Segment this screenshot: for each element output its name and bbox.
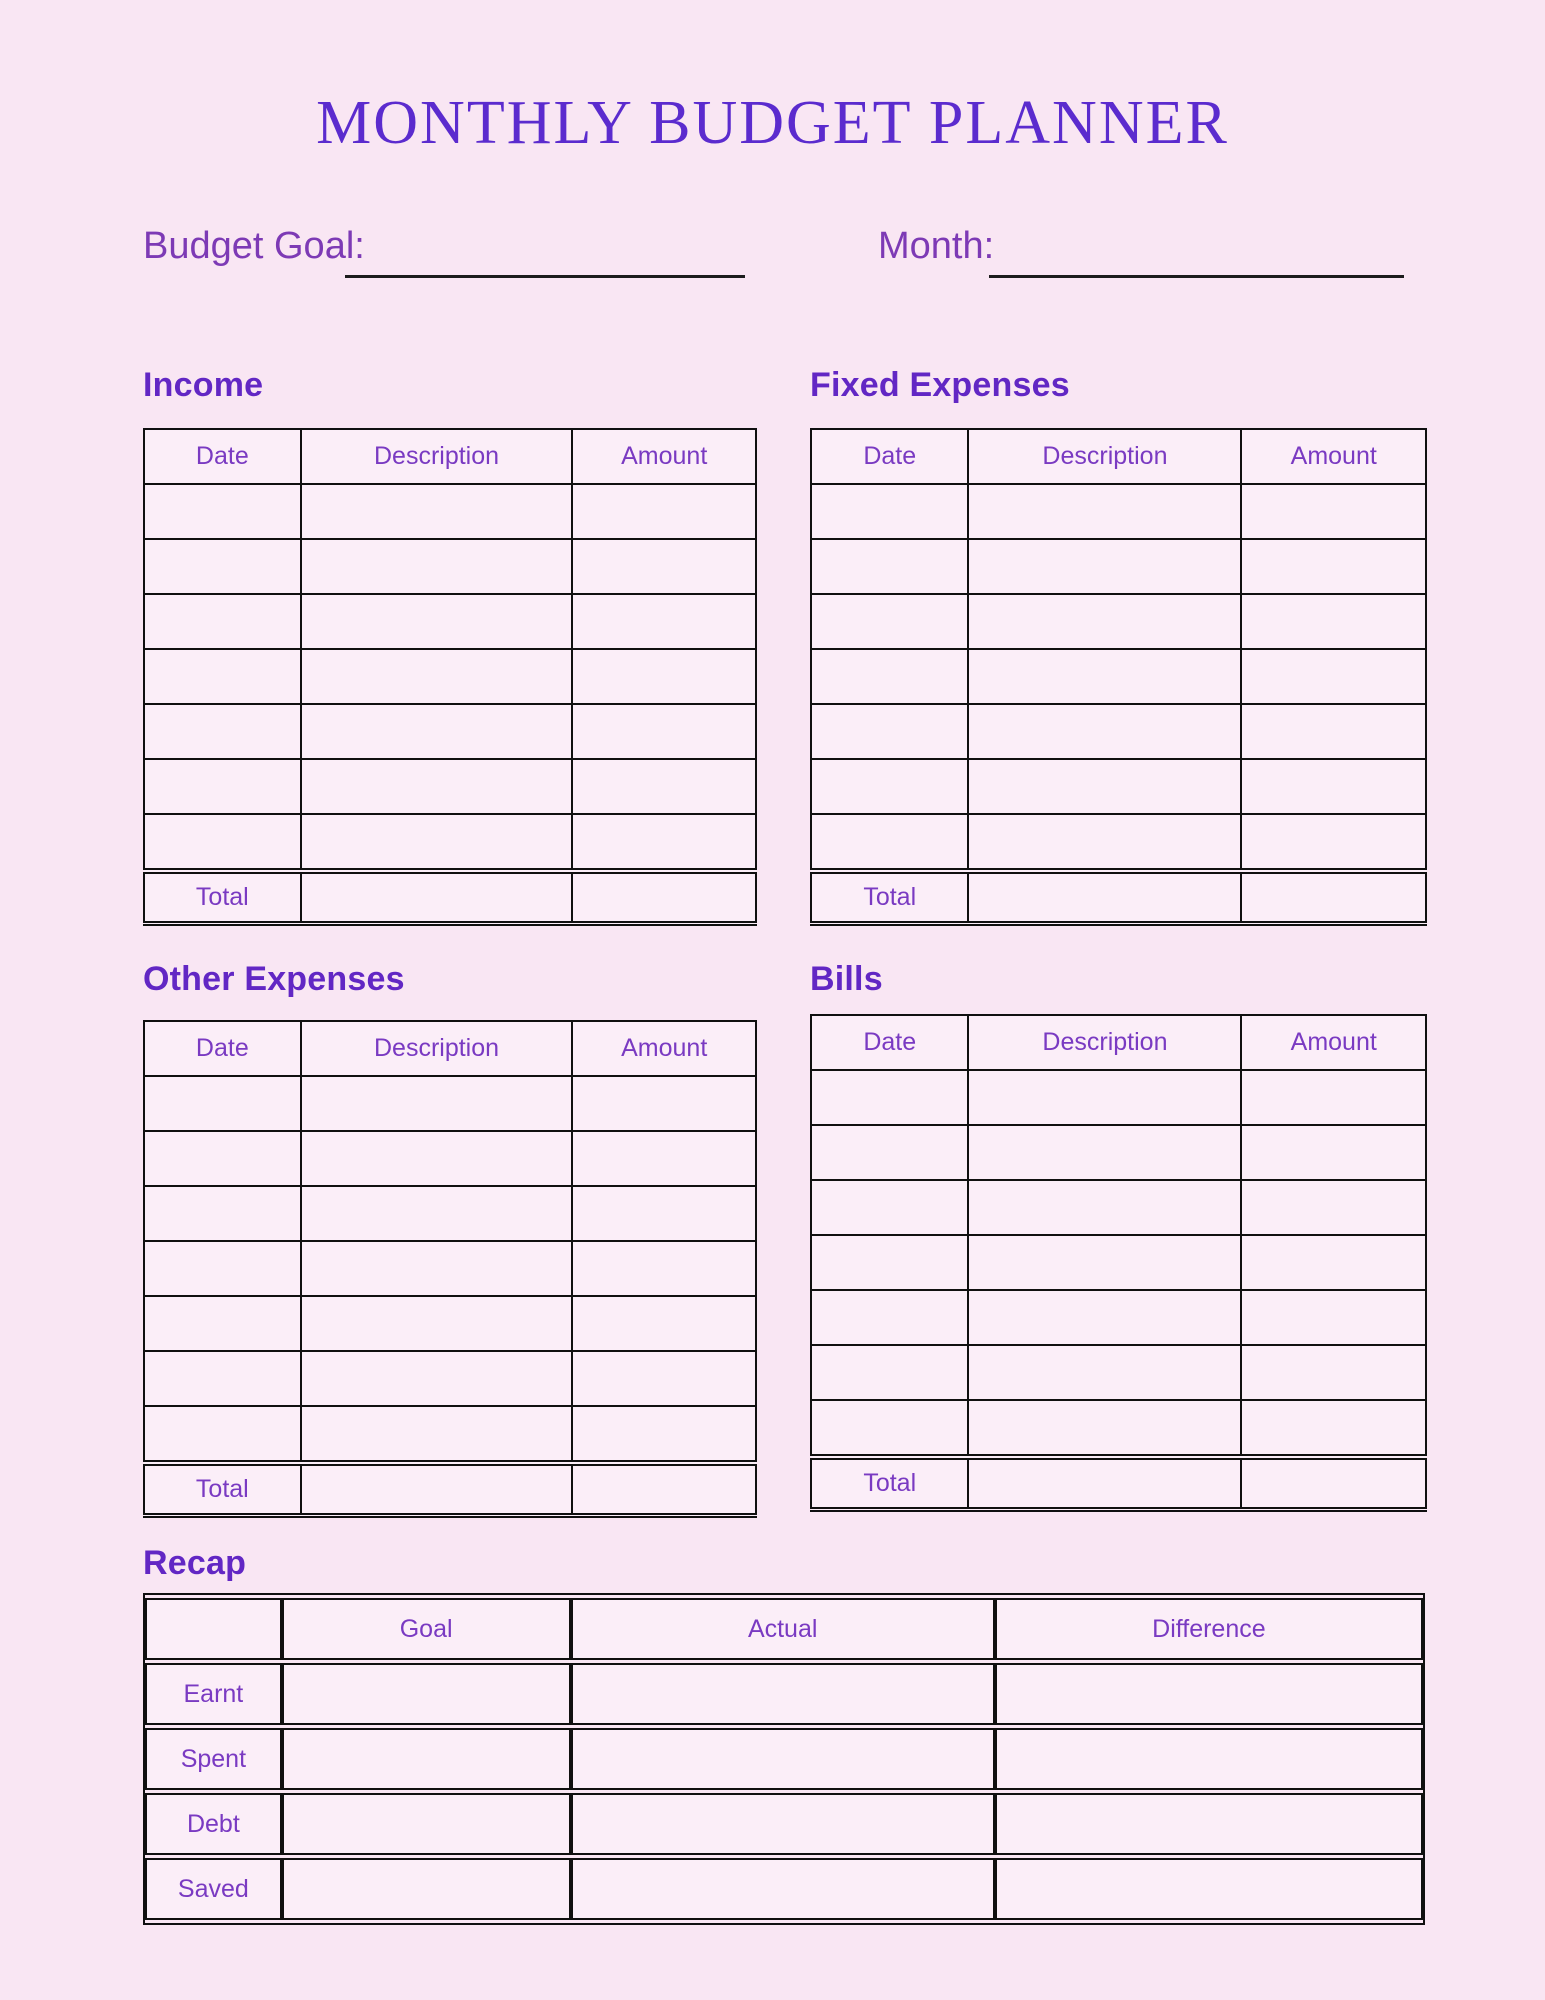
recap-row bbox=[145, 1728, 1423, 1790]
entry-cell[interactable] bbox=[572, 649, 756, 704]
recap-row bbox=[145, 1858, 1423, 1920]
column-header-amount: Amount bbox=[572, 429, 756, 484]
entry-cell[interactable] bbox=[144, 1241, 301, 1296]
recap-column-header-goal: Goal bbox=[282, 1598, 571, 1660]
other-expenses-table-container bbox=[143, 1020, 757, 1518]
income-table bbox=[143, 428, 757, 926]
entry-cell[interactable] bbox=[968, 1125, 1241, 1180]
fixed-expenses-heading: Fixed Expenses bbox=[810, 366, 1070, 404]
total-amount-cell[interactable] bbox=[572, 1463, 756, 1516]
entry-cell[interactable] bbox=[968, 1070, 1241, 1125]
column-header-date: Date bbox=[144, 429, 301, 484]
entry-cell[interactable] bbox=[811, 649, 968, 704]
recap-value-cell[interactable] bbox=[282, 1858, 571, 1920]
entry-cell[interactable] bbox=[301, 594, 573, 649]
table-row bbox=[811, 759, 1426, 814]
entry-cell[interactable] bbox=[144, 594, 301, 649]
table-row bbox=[144, 1186, 756, 1241]
total-description-cell[interactable] bbox=[301, 1463, 573, 1516]
table-row bbox=[811, 814, 1426, 871]
entry-cell[interactable] bbox=[301, 1241, 573, 1296]
entry-cell[interactable] bbox=[811, 759, 968, 814]
table-row bbox=[144, 759, 756, 814]
table-row bbox=[144, 484, 756, 539]
column-header-amount: Amount bbox=[1241, 429, 1426, 484]
table-row bbox=[811, 484, 1426, 539]
entry-cell[interactable] bbox=[301, 649, 573, 704]
entry-cell[interactable] bbox=[811, 1180, 968, 1235]
entry-cell[interactable] bbox=[811, 1345, 968, 1400]
entry-cell[interactable] bbox=[144, 1351, 301, 1406]
entry-cell[interactable] bbox=[301, 539, 573, 594]
entry-cell[interactable] bbox=[144, 484, 301, 539]
entry-cell[interactable] bbox=[968, 1345, 1241, 1400]
entry-cell[interactable] bbox=[144, 759, 301, 814]
bills-table bbox=[810, 1014, 1427, 1512]
entry-cell[interactable] bbox=[968, 539, 1241, 594]
entry-cell[interactable] bbox=[1241, 484, 1426, 539]
table-row bbox=[144, 1406, 756, 1463]
entry-cell[interactable] bbox=[572, 594, 756, 649]
entry-cell[interactable] bbox=[968, 649, 1241, 704]
entry-cell[interactable] bbox=[1241, 1180, 1426, 1235]
entry-cell[interactable] bbox=[811, 594, 968, 649]
table-row bbox=[811, 1345, 1426, 1400]
recap-value-cell[interactable] bbox=[282, 1793, 571, 1855]
entry-cell[interactable] bbox=[1241, 1070, 1426, 1125]
recap-value-cell[interactable] bbox=[571, 1728, 995, 1790]
entry-cell[interactable] bbox=[572, 814, 756, 871]
table-row bbox=[811, 594, 1426, 649]
table-row bbox=[144, 1241, 756, 1296]
page-title: MONTHLY BUDGET PLANNER bbox=[316, 89, 1229, 157]
table-row bbox=[811, 1070, 1426, 1125]
entry-cell[interactable] bbox=[1241, 759, 1426, 814]
table-row bbox=[811, 704, 1426, 759]
month-label: Month: bbox=[878, 225, 995, 267]
entry-cell[interactable] bbox=[1241, 594, 1426, 649]
entry-cell[interactable] bbox=[144, 1186, 301, 1241]
column-header-description: Description bbox=[301, 429, 573, 484]
entry-cell[interactable] bbox=[968, 704, 1241, 759]
table-row bbox=[144, 594, 756, 649]
column-header-description: Description bbox=[968, 429, 1241, 484]
entry-cell[interactable] bbox=[572, 1296, 756, 1351]
bills-table-container bbox=[810, 1014, 1427, 1512]
entry-cell[interactable] bbox=[1241, 1290, 1426, 1345]
table-row bbox=[811, 539, 1426, 594]
entry-cell[interactable] bbox=[301, 814, 573, 871]
table-row bbox=[144, 1131, 756, 1186]
total-amount-cell[interactable] bbox=[1241, 871, 1426, 924]
table-row bbox=[811, 1400, 1426, 1457]
column-header-date: Date bbox=[144, 1021, 301, 1076]
total-description-cell[interactable] bbox=[968, 871, 1241, 924]
entry-cell[interactable] bbox=[811, 1070, 968, 1125]
entry-cell[interactable] bbox=[301, 704, 573, 759]
entry-cell[interactable] bbox=[572, 1076, 756, 1131]
fixed-expenses-table-container bbox=[810, 428, 1427, 926]
budget-goal-label: Budget Goal: bbox=[143, 225, 365, 267]
total-label: Total bbox=[811, 871, 968, 924]
recap-table-container bbox=[143, 1593, 1425, 1925]
entry-cell[interactable] bbox=[811, 1235, 968, 1290]
entry-cell[interactable] bbox=[1241, 1125, 1426, 1180]
table-row bbox=[811, 1235, 1426, 1290]
total-description-cell[interactable] bbox=[968, 1457, 1241, 1510]
entry-cell[interactable] bbox=[968, 1180, 1241, 1235]
entry-cell[interactable] bbox=[572, 704, 756, 759]
month-input-line[interactable] bbox=[989, 275, 1404, 278]
entry-cell[interactable] bbox=[968, 759, 1241, 814]
entry-cell[interactable] bbox=[144, 539, 301, 594]
other-expenses-heading: Other Expenses bbox=[143, 960, 405, 998]
table-row bbox=[144, 539, 756, 594]
table-row bbox=[811, 1125, 1426, 1180]
column-header-description: Description bbox=[301, 1021, 573, 1076]
recap-value-cell[interactable] bbox=[571, 1858, 995, 1920]
entry-cell[interactable] bbox=[1241, 539, 1426, 594]
income-table-container bbox=[143, 428, 757, 926]
recap-row-label-earnt: Earnt bbox=[145, 1663, 282, 1725]
entry-cell[interactable] bbox=[1241, 1345, 1426, 1400]
recap-column-header-actual: Actual bbox=[571, 1598, 995, 1660]
fixed-expenses-table bbox=[810, 428, 1427, 926]
entry-cell[interactable] bbox=[1241, 1400, 1426, 1457]
recap-value-cell[interactable] bbox=[995, 1793, 1423, 1855]
table-row bbox=[811, 1290, 1426, 1345]
entry-cell[interactable] bbox=[144, 1296, 301, 1351]
entry-cell[interactable] bbox=[572, 1351, 756, 1406]
entry-cell[interactable] bbox=[301, 484, 573, 539]
recap-value-cell[interactable] bbox=[995, 1728, 1423, 1790]
entry-cell[interactable] bbox=[811, 814, 968, 871]
entry-cell[interactable] bbox=[968, 594, 1241, 649]
table-row bbox=[144, 704, 756, 759]
entry-cell[interactable] bbox=[144, 649, 301, 704]
entry-cell[interactable] bbox=[1241, 1235, 1426, 1290]
total-row bbox=[811, 871, 1426, 924]
entry-cell[interactable] bbox=[811, 1125, 968, 1180]
entry-cell[interactable] bbox=[572, 539, 756, 594]
entry-cell[interactable] bbox=[811, 1290, 968, 1345]
table-row bbox=[144, 814, 756, 871]
recap-value-cell[interactable] bbox=[282, 1663, 571, 1725]
recap-value-cell[interactable] bbox=[571, 1663, 995, 1725]
total-row bbox=[144, 871, 756, 924]
column-header-amount: Amount bbox=[572, 1021, 756, 1076]
recap-value-cell[interactable] bbox=[282, 1728, 571, 1790]
entry-cell[interactable] bbox=[572, 1241, 756, 1296]
income-heading: Income bbox=[143, 366, 264, 404]
entry-cell[interactable] bbox=[144, 704, 301, 759]
entry-cell[interactable] bbox=[811, 704, 968, 759]
recap-row-label-saved: Saved bbox=[145, 1858, 282, 1920]
entry-cell[interactable] bbox=[301, 1186, 573, 1241]
entry-cell[interactable] bbox=[811, 1400, 968, 1457]
entry-cell[interactable] bbox=[968, 814, 1241, 871]
recap-corner-cell bbox=[145, 1598, 282, 1660]
recap-value-cell[interactable] bbox=[995, 1858, 1423, 1920]
recap-table bbox=[143, 1593, 1425, 1925]
entry-cell[interactable] bbox=[301, 1296, 573, 1351]
entry-cell[interactable] bbox=[968, 484, 1241, 539]
table-row bbox=[144, 649, 756, 704]
column-header-date: Date bbox=[811, 1015, 968, 1070]
column-header-date: Date bbox=[811, 429, 968, 484]
entry-cell[interactable] bbox=[1241, 704, 1426, 759]
table-row bbox=[144, 1351, 756, 1406]
entry-cell[interactable] bbox=[811, 539, 968, 594]
table-row bbox=[144, 1296, 756, 1351]
total-row bbox=[144, 1463, 756, 1516]
recap-row-label-debt: Debt bbox=[145, 1793, 282, 1855]
entry-cell[interactable] bbox=[572, 484, 756, 539]
entry-cell[interactable] bbox=[968, 1400, 1241, 1457]
recap-row-label-spent: Spent bbox=[145, 1728, 282, 1790]
entry-cell[interactable] bbox=[301, 1076, 573, 1131]
entry-cell[interactable] bbox=[144, 1076, 301, 1131]
recap-column-header-difference: Difference bbox=[995, 1598, 1423, 1660]
table-row bbox=[811, 649, 1426, 704]
column-header-amount: Amount bbox=[1241, 1015, 1426, 1070]
entry-cell[interactable] bbox=[968, 1235, 1241, 1290]
total-label: Total bbox=[811, 1457, 968, 1510]
entry-cell[interactable] bbox=[301, 1131, 573, 1186]
recap-value-cell[interactable] bbox=[571, 1793, 995, 1855]
other-expenses-table bbox=[143, 1020, 757, 1518]
entry-cell[interactable] bbox=[1241, 814, 1426, 871]
budget-goal-input-line[interactable] bbox=[345, 275, 745, 278]
entry-cell[interactable] bbox=[144, 1406, 301, 1463]
column-header-description: Description bbox=[968, 1015, 1241, 1070]
entry-cell[interactable] bbox=[572, 1406, 756, 1463]
total-description-cell[interactable] bbox=[301, 871, 573, 924]
recap-row bbox=[145, 1793, 1423, 1855]
entry-cell[interactable] bbox=[301, 759, 573, 814]
entry-cell[interactable] bbox=[572, 1131, 756, 1186]
recap-row bbox=[145, 1663, 1423, 1725]
entry-cell[interactable] bbox=[1241, 649, 1426, 704]
entry-cell[interactable] bbox=[144, 814, 301, 871]
entry-cell[interactable] bbox=[572, 1186, 756, 1241]
entry-cell[interactable] bbox=[144, 1131, 301, 1186]
table-row bbox=[144, 1076, 756, 1131]
total-amount-cell[interactable] bbox=[1241, 1457, 1426, 1510]
table-row bbox=[811, 1180, 1426, 1235]
entry-cell[interactable] bbox=[968, 1290, 1241, 1345]
recap-heading: Recap bbox=[143, 1544, 247, 1582]
entry-cell[interactable] bbox=[301, 1351, 573, 1406]
entry-cell[interactable] bbox=[572, 759, 756, 814]
entry-cell[interactable] bbox=[811, 484, 968, 539]
total-label: Total bbox=[144, 871, 301, 924]
total-label: Total bbox=[144, 1463, 301, 1516]
bills-heading: Bills bbox=[810, 960, 883, 998]
entry-cell[interactable] bbox=[301, 1406, 573, 1463]
total-row bbox=[811, 1457, 1426, 1510]
recap-value-cell[interactable] bbox=[995, 1663, 1423, 1725]
total-amount-cell[interactable] bbox=[572, 871, 756, 924]
